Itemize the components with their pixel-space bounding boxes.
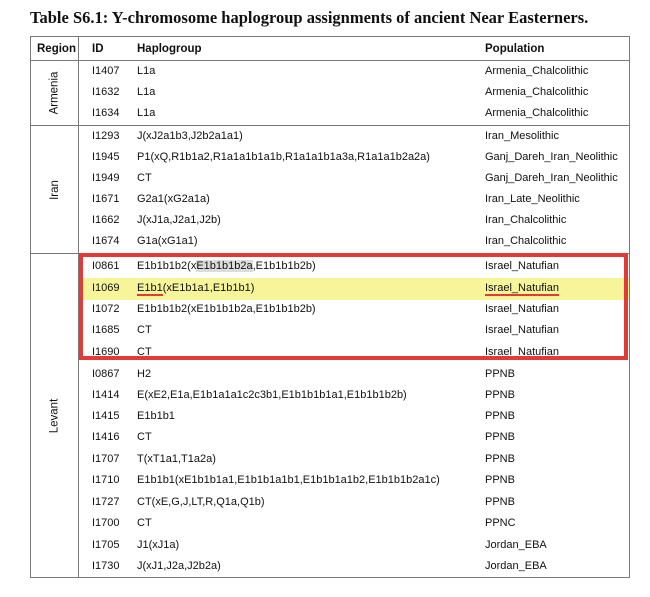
- header-haplogroup: Haplogroup: [137, 43, 202, 55]
- group-iran: [31, 126, 629, 254]
- cell-population: Armenia_Chalcolithic: [485, 107, 589, 119]
- table-row: [79, 82, 629, 104]
- table-row: [79, 492, 629, 514]
- cell-population: Armenia_Chalcolithic: [485, 86, 589, 98]
- table-row: [79, 364, 629, 386]
- table-header: [31, 37, 629, 61]
- cell-id: I1416: [92, 431, 120, 443]
- cell-id: I1634: [92, 107, 120, 119]
- cell-id: I1415: [92, 410, 120, 422]
- cell-population: Iran_Chalcolithic: [485, 235, 567, 247]
- cell-haplogroup: L1a: [137, 65, 156, 77]
- cell-haplogroup: CT(xE,G,J,LT,R,Q1a,Q1b): [137, 496, 265, 508]
- cell-population: PPNB: [485, 389, 515, 401]
- cell-id: I1705: [92, 539, 120, 551]
- cell-haplogroup: L1a: [137, 107, 156, 119]
- table-row: [79, 449, 629, 471]
- cell-haplogroup: H2: [137, 368, 152, 380]
- cell-population: Iran_Chalcolithic: [485, 214, 567, 226]
- cell-id: I1707: [92, 453, 120, 465]
- table-row: [79, 210, 629, 232]
- table-row: [79, 535, 629, 557]
- group-armenia: [31, 61, 629, 126]
- table-row: [79, 470, 629, 492]
- cell-haplogroup: G1a(xG1a1): [137, 235, 198, 247]
- table-row: [79, 513, 629, 535]
- cell-id: I1674: [92, 235, 120, 247]
- table-row: [79, 385, 629, 407]
- cell-id: I1690: [92, 346, 120, 358]
- underline-mark: E1b1: [137, 282, 163, 294]
- cell-haplogroup: E1b1b1: [137, 410, 175, 422]
- cell-population: Jordan_EBA: [485, 560, 547, 572]
- cell-population: Israel_Natufian: [485, 260, 559, 272]
- cell-population: Iran_Mesolithic: [485, 130, 559, 142]
- cell-haplogroup: CT: [137, 324, 152, 336]
- cell-population: Jordan_EBA: [485, 539, 547, 551]
- table-row: [79, 147, 629, 169]
- table-row: [79, 556, 629, 578]
- cell-id: I1632: [92, 86, 120, 98]
- cell-haplogroup: T(xT1a1,T1a2a): [137, 453, 216, 465]
- cell-population: Ganj_Dareh_Iran_Neolithic: [485, 151, 618, 163]
- table-row: [79, 103, 629, 125]
- cell-haplogroup: E1b1b1b2(xE1b1b1b2a,E1b1b1b2b): [137, 260, 316, 272]
- cell-haplogroup: J(xJ1a,J2a1,J2b): [137, 214, 221, 226]
- cell-id: I1700: [92, 517, 120, 529]
- region-label-armenia: Armenia: [48, 71, 61, 115]
- cell-id: I1407: [92, 65, 120, 77]
- table-row: [79, 61, 629, 83]
- cell-population: PPNC: [485, 517, 516, 529]
- cell-population: Israel_Natufian: [485, 303, 559, 315]
- cell-id: I1072: [92, 303, 120, 315]
- cell-id: I1671: [92, 193, 120, 205]
- cell-id: I0861: [92, 260, 120, 272]
- header-id: ID: [92, 43, 104, 55]
- header-population: Population: [485, 43, 545, 55]
- table-row: [79, 189, 629, 211]
- cell-id: I1685: [92, 324, 120, 336]
- cell-population: PPNB: [485, 474, 515, 486]
- cell-population: PPNB: [485, 453, 515, 465]
- cell-id: I1293: [92, 130, 120, 142]
- cell-haplogroup: E1b1b1(xE1b1b1a1,E1b1b1a1b1,E1b1b1a1b2,E1b1b1b2a1c): [137, 474, 440, 486]
- cell-id: I0867: [92, 368, 120, 380]
- cell-population: Ganj_Dareh_Iran_Neolithic: [485, 172, 618, 184]
- cell-haplogroup: J(xJ1,J2a,J2b2a): [137, 560, 221, 572]
- cell-population: Iran_Late_Neolithic: [485, 193, 580, 205]
- cell-haplogroup: CT: [137, 431, 152, 443]
- cell-haplogroup: J1(xJ1a): [137, 539, 180, 551]
- red-annotation-box: [79, 253, 628, 360]
- cell-population: PPNB: [485, 496, 515, 508]
- cell-id: I1949: [92, 172, 120, 184]
- cell-population: Israel_Natufian: [485, 282, 559, 294]
- region-label-iran: Iran: [48, 179, 61, 200]
- cell-haplogroup: CT: [137, 517, 152, 529]
- cell-id: I1727: [92, 496, 120, 508]
- table-row: [79, 406, 629, 428]
- cell-haplogroup: E(xE2,E1a,E1b1a1a1c2c3b1,E1b1b1b1a1,E1b1b1b2b): [137, 389, 407, 401]
- cell-haplogroup: G2a1(xG2a1a): [137, 193, 210, 205]
- cell-population: PPNB: [485, 368, 515, 380]
- cell-id: I1710: [92, 474, 120, 486]
- haplogroup-mark: E1b1b1b2a: [196, 260, 253, 272]
- cell-id: I1414: [92, 389, 120, 401]
- cell-population: Armenia_Chalcolithic: [485, 65, 589, 77]
- cell-id: I1945: [92, 151, 120, 163]
- cell-haplogroup: J(xJ2a1b3,J2b2a1a1): [137, 130, 243, 142]
- cell-haplogroup: CT: [137, 172, 152, 184]
- cell-haplogroup: E1b1b1b2(xE1b1b1b2a,E1b1b1b2b): [137, 303, 316, 315]
- cell-haplogroup: P1(xQ,R1b1a2,R1a1a1b1a1b,R1a1a1b1a3a,R1a1a1b2a2a): [137, 151, 430, 163]
- cell-population: PPNB: [485, 431, 515, 443]
- table-row: [79, 427, 629, 449]
- cell-id: I1069: [92, 282, 120, 294]
- cell-id: I1730: [92, 560, 120, 572]
- header-region: Region: [37, 43, 76, 55]
- cell-population: Israel_Natufian: [485, 346, 559, 358]
- cell-haplogroup: L1a: [137, 86, 156, 98]
- table-row: [79, 168, 629, 190]
- region-label-levant: Levant: [48, 398, 61, 433]
- cell-population: PPNB: [485, 410, 515, 422]
- cell-haplogroup: E1b1(xE1b1a1,E1b1b1): [137, 282, 255, 294]
- table-row: [79, 231, 629, 253]
- cell-id: I1662: [92, 214, 120, 226]
- cell-haplogroup: CT: [137, 346, 152, 358]
- cell-population: Israel_Natufian: [485, 324, 559, 336]
- table-row: [79, 126, 629, 148]
- table-title: Table S6.1: Y-chromosome haplogroup assignments of ancient Near Easterners.: [30, 8, 589, 27]
